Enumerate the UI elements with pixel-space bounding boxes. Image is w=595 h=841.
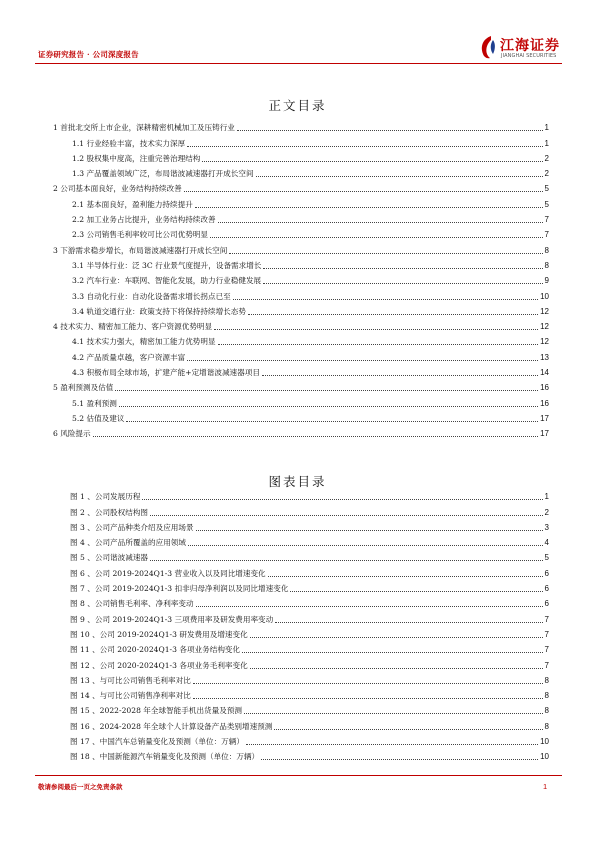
toc-entry[interactable]: [53, 332, 549, 347]
dot-leader: [210, 237, 543, 238]
toc-entry-text: 3 下游需求稳步增长，布局谐波减速器打开成长空间: [53, 245, 228, 255]
dot-leader: [93, 436, 538, 437]
figure-entry-text: 图 3 、公司产品种类介绍及应用场景: [70, 522, 194, 532]
figure-entry-page: 3: [544, 522, 549, 532]
dot-leader: [142, 499, 542, 500]
figure-entry-page: 8: [544, 675, 549, 685]
logo-mark-icon: [478, 34, 498, 60]
dot-leader: [218, 344, 539, 345]
logo-text: 江海证券: [500, 38, 560, 54]
header-divider: [35, 63, 562, 64]
figure-entry-text: 图 18 、中国新能源汽车销量变化及预测（单位：万辆）: [70, 752, 260, 762]
dot-leader: [233, 299, 538, 300]
dot-leader: [218, 222, 543, 223]
figure-entry-page: 5: [544, 553, 549, 563]
toc-entry-text: 6 风险提示: [53, 429, 91, 439]
toc-entry-page: 8: [544, 260, 549, 270]
toc-entry[interactable]: [53, 194, 549, 209]
dot-leader: [115, 390, 538, 391]
toc-entry[interactable]: [53, 164, 549, 179]
figure-entry-page: 8: [544, 706, 549, 716]
figure-entry-page: 6: [544, 584, 549, 594]
figure-entry[interactable]: [53, 609, 549, 624]
figure-entry[interactable]: [53, 579, 549, 594]
dot-leader: [246, 744, 538, 745]
figure-entry-text: 图 12 、公司 2020-2024Q1-3 各项业务毛利率变化: [70, 660, 248, 670]
dot-leader: [119, 406, 538, 407]
figure-entry-page: 10: [540, 752, 549, 762]
figure-entry[interactable]: [53, 518, 549, 533]
toc-entry-page: 17: [540, 429, 549, 439]
figure-entry-page: 7: [544, 645, 549, 655]
logo-subtext: JIANGHAI SECURITIES: [501, 53, 557, 59]
dot-leader: [262, 375, 538, 376]
dot-leader: [202, 161, 542, 162]
toc-entry-text: 3.2 汽车行业：车联网、智能化发展，助力行业稳健发展: [72, 276, 262, 286]
dot-leader: [274, 729, 542, 730]
toc-entry-page: 1: [544, 123, 549, 133]
figure-entry-text: 图 14 、与可比公司销售净利率对比: [70, 691, 191, 701]
toc-entry[interactable]: [53, 256, 549, 271]
toc-entry[interactable]: [53, 393, 549, 408]
dot-leader: [187, 146, 542, 147]
toc-entry-text: 1.1 行业经验丰富，技术实力深厚: [72, 138, 186, 148]
toc-entry-text: 4.3 积极布局全球市场，扩建产能+定增谐波减速器项目: [72, 368, 260, 378]
dot-leader: [196, 606, 543, 607]
toc-entry-text: 2.2 加工业务占比提升，业务结构持续改善: [72, 215, 216, 225]
figure-entry-page: 10: [540, 737, 549, 747]
dot-leader: [150, 515, 543, 516]
dot-leader: [290, 591, 542, 592]
page-number: 1: [543, 782, 548, 791]
toc-entry-text: 1 首批北交所上市企业，深耕精密机械加工及压铸行业: [53, 123, 235, 133]
toc-entry[interactable]: [53, 378, 549, 393]
figure-entry[interactable]: [53, 671, 549, 686]
figure-entry[interactable]: [53, 625, 549, 640]
figure-entry-page: 6: [544, 568, 549, 578]
toc-title: 正文目录: [268, 98, 327, 113]
figure-entry-page: 1: [544, 492, 549, 502]
toc-entry-page: 2: [544, 169, 549, 179]
toc-entry[interactable]: [53, 118, 549, 133]
toc-entry-text: 4 技术实力、精密加工能力、客户资源优势明显: [53, 322, 213, 332]
dot-leader: [184, 191, 543, 192]
figure-entry[interactable]: [53, 563, 549, 578]
table-of-contents: [53, 118, 549, 439]
dot-leader: [268, 576, 543, 577]
dot-leader: [244, 713, 543, 714]
dot-leader: [126, 421, 538, 422]
toc-entry-page: 17: [540, 413, 549, 423]
figure-entry-text: 图 13 、与可比公司销售毛利率对比: [70, 675, 191, 685]
toc-entry-page: 12: [540, 306, 549, 316]
figure-entry[interactable]: [53, 640, 549, 655]
figure-entry-page: 4: [544, 538, 549, 548]
toc-entry-page: 7: [544, 230, 549, 240]
figure-entry[interactable]: [53, 732, 549, 747]
toc-entry[interactable]: [53, 424, 549, 439]
figure-entry-page: 7: [544, 629, 549, 639]
figure-entry[interactable]: [53, 502, 549, 517]
figure-entry[interactable]: [53, 594, 549, 609]
dot-leader: [263, 268, 542, 269]
figure-entry-text: 图 15 、2022-2028 年全球智能手机出货量及预测: [70, 706, 243, 716]
toc-entry[interactable]: [53, 179, 549, 194]
toc-entry-page: 12: [540, 322, 549, 332]
figure-entry[interactable]: [53, 548, 549, 563]
figure-entry[interactable]: [53, 655, 549, 670]
toc-entry-page: 16: [540, 398, 549, 408]
dot-leader: [193, 698, 543, 699]
figure-entry-page: 7: [544, 614, 549, 624]
toc-entry[interactable]: [53, 210, 549, 225]
toc-entry-page: 1: [544, 138, 549, 148]
dot-leader: [214, 329, 538, 330]
toc-entry-text: 4.2 产品质量卓越，客户资源丰富: [72, 352, 186, 362]
dot-leader: [242, 652, 542, 653]
toc-entry-page: 7: [544, 215, 549, 225]
toc-entry-page: 12: [540, 337, 549, 347]
disclaimer-note: 敬请参阅最后一页之免责条款: [38, 783, 123, 791]
dot-leader: [261, 759, 538, 760]
figure-entry-page: 7: [544, 660, 549, 670]
dot-leader: [150, 560, 543, 561]
figure-entry-text: 图 1 、公司发展历程: [70, 492, 141, 502]
figure-entry-text: 图 7 、公司 2019-2024Q1-3 扣非归母净利润以及同比增速变化: [70, 584, 289, 594]
toc-entry-page: 9: [544, 276, 549, 286]
toc-entry-page: 5: [544, 184, 549, 194]
toc-entry[interactable]: [53, 347, 549, 362]
dot-leader: [275, 622, 542, 623]
toc-entry[interactable]: [53, 302, 549, 317]
toc-entry-text: 1.3 产品覆盖领域广泛，布局谐波减速器打开成长空间: [72, 169, 254, 179]
figure-entry-text: 图 11 、公司 2020-2024Q1-3 各项业务结构变化: [70, 645, 241, 655]
figure-entry-text: 图 5 、公司谐波减速器: [70, 553, 149, 563]
figure-entry-text: 图 6 、公司 2019-2024Q1-3 营业收入以及同比增速变化: [70, 568, 266, 578]
toc-entry-page: 10: [540, 291, 549, 301]
figure-entry[interactable]: [53, 533, 549, 548]
figure-entry[interactable]: [53, 716, 549, 731]
toc-entry[interactable]: [53, 271, 549, 286]
dot-leader: [263, 283, 542, 284]
toc-entry[interactable]: [53, 286, 549, 301]
figure-entry-text: 图 9 、公司 2019-2024Q1-3 三项费用率及研发费用率变动: [70, 614, 274, 624]
dot-leader: [250, 668, 543, 669]
toc-entry[interactable]: [53, 240, 549, 255]
toc-entry-text: 3.1 半导体行业：泛 3C 行业景气度提升，设备需求增长: [72, 260, 262, 270]
dot-leader: [195, 207, 543, 208]
figure-entry[interactable]: [53, 701, 549, 716]
figure-entry-text: 图 8 、公司销售毛利率、净利率变动: [70, 599, 194, 609]
toc-entry-page: 13: [540, 352, 549, 362]
toc-entry[interactable]: [53, 363, 549, 378]
toc-entry-text: 3.3 自动化行业：自动化设备需求增长拐点已至: [72, 291, 231, 301]
figure-entry-page: 2: [544, 507, 549, 517]
figure-entry-text: 图 17 、中国汽车总销量变化及预测（单位：万辆）: [70, 737, 244, 747]
dot-leader: [237, 130, 543, 131]
toc-entry[interactable]: [53, 409, 549, 424]
toc-entry-page: 14: [540, 368, 549, 378]
figure-entry-page: 8: [544, 691, 549, 701]
figure-entry-page: 8: [544, 721, 549, 731]
dot-leader: [196, 530, 543, 531]
toc-entry-text: 5.2 估值及建议: [72, 413, 125, 423]
figure-entry[interactable]: [53, 686, 549, 701]
toc-entry-page: 5: [544, 199, 549, 209]
toc-entry-text: 4.1 技术实力强大，精密加工能力优势明显: [72, 337, 216, 347]
figure-entry[interactable]: [53, 487, 549, 502]
dot-leader: [188, 545, 543, 546]
toc-entry[interactable]: [53, 149, 549, 164]
toc-entry-text: 5 盈利预测及估值: [53, 383, 114, 393]
figure-entry-text: 图 4 、公司产品所覆盖的应用领域: [70, 538, 186, 548]
dot-leader: [248, 314, 538, 315]
figure-entry-text: 图 10 、公司 2019-2024Q1-3 研发费用及增速变化: [70, 629, 248, 639]
footer-divider: [35, 775, 562, 776]
toc-entry-text: 2 公司基本面良好，业务结构持续改善: [53, 184, 182, 194]
toc-entry-text: 1.2 股权集中度高，注重完善治理结构: [72, 153, 201, 163]
report-type-label: 证券研究报告 · 公司深度报告: [38, 50, 139, 59]
dot-leader: [187, 360, 538, 361]
list-of-figures: [53, 487, 549, 762]
toc-entry-page: 16: [540, 383, 549, 393]
toc-entry[interactable]: [53, 225, 549, 240]
dot-leader: [250, 637, 543, 638]
figure-entry[interactable]: [53, 747, 549, 762]
figure-entry-text: 图 2 、公司股权结构图: [70, 507, 149, 517]
toc-entry[interactable]: [53, 317, 549, 332]
brand-logo: [478, 34, 564, 64]
toc-entry-text: 2.1 基本面良好，盈利能力持续提升: [72, 199, 193, 209]
dot-leader: [256, 176, 543, 177]
toc-entry-page: 8: [544, 245, 549, 255]
figure-entry-text: 图 16 、2024-2028 年全球个人计算设备产品类别增速预测: [70, 721, 273, 731]
toc-entry-text: 5.1 盈利预测: [72, 398, 117, 408]
toc-entry-page: 2: [544, 153, 549, 163]
figure-entry-page: 6: [544, 599, 549, 609]
dot-leader: [193, 683, 543, 684]
figures-title: 图表目录: [268, 474, 327, 489]
toc-entry[interactable]: [53, 133, 549, 148]
toc-entry-text: 2.3 公司销售毛利率较可比公司优势明显: [72, 230, 208, 240]
toc-entry-text: 3.4 轨道交通行业：政策支持下将保持持续增长态势: [72, 306, 246, 316]
dot-leader: [229, 253, 542, 254]
